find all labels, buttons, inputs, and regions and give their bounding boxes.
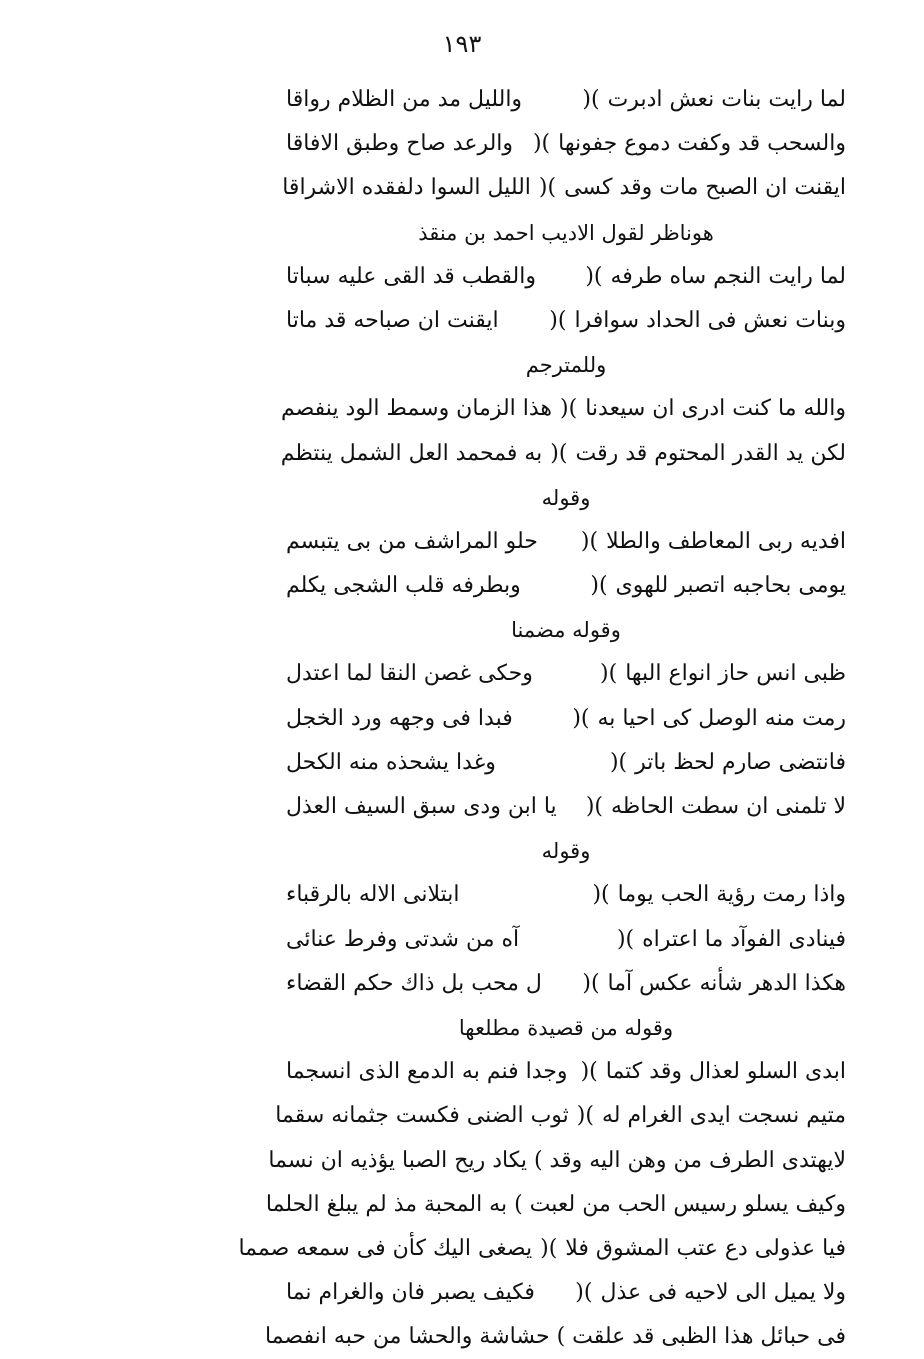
verse-first-hemistich: افديه ربى المعاطف والطلا: [606, 528, 846, 554]
hemistich-separator: )(: [600, 661, 618, 687]
hemistich-separator: )(: [580, 528, 599, 554]
verse-second-hemistich: يصغى اليك كأن فى سمعه صمما: [238, 1235, 533, 1261]
prose-line-text: وكيف يسلو رسيس الحب من لعبت ) به المحبة مذ لم يبلغ الحلما: [265, 1191, 846, 1217]
verse-second-hemistich: وحكى غصن النقا لما اعتدل: [286, 661, 533, 687]
prose-line-text: لايهتدى الطرف من وهن اليه وقد ) يكاد ريح الصبا يؤذيه ان نسما: [268, 1147, 846, 1173]
verse-first-hemistich: لكن يد القدر المحتوم قد رقت: [575, 440, 846, 466]
hemistich-separator: )(: [585, 794, 603, 819]
verse-line: [282, 166, 846, 210]
prose-line: [265, 1315, 846, 1359]
verse-line: [280, 432, 846, 476]
verse-second-hemistich: فكيف يصبر فان والغرام نما: [286, 1280, 535, 1306]
verse-line: [286, 255, 846, 299]
verse-second-hemistich: والرعد صاح وطبق الافاقا: [286, 131, 514, 157]
hemistich-separator: )(: [582, 970, 600, 996]
verse-second-hemistich: ايقنت ان صباحه قد ماتا: [286, 307, 499, 333]
hemistich-separator: )(: [582, 87, 600, 112]
verse-line: [286, 1271, 846, 1315]
verse-first-hemistich: والله ما كنت ادرى ان سيعدنا: [585, 396, 846, 422]
verse-first-hemistich: لا تلمنى ان سطت الحاظه: [611, 794, 846, 819]
verse-first-hemistich: ظبى انس حاز انواع البها: [625, 661, 846, 687]
hemistich-separator: )(: [549, 307, 567, 333]
text-body: [238, 78, 846, 1359]
verse-line: [286, 962, 846, 1006]
verse-first-hemistich: ابدى السلو لعذال وقد كتما: [605, 1059, 846, 1085]
section-heading: وللمترجم: [525, 353, 607, 378]
verse-line: [286, 122, 846, 166]
verse-first-hemistich: فينادى الفوآد ما اعتراه: [642, 926, 846, 952]
verse-first-hemistich: يومى بحاجبه اتصبر للهوى: [615, 573, 846, 599]
verse-first-hemistich: وبنات نعش فى الحداد سوافرا: [574, 307, 846, 333]
section-heading: وقوله: [541, 839, 591, 864]
verse-first-hemistich: رمت منه الوصل كى احيا به: [597, 705, 846, 731]
verse-line: [286, 741, 846, 785]
verse-line: [286, 564, 846, 608]
prose-line-text: فى حبائل هذا الظبى قد علقت ) حشاشة والحشا من حبه انفصما: [265, 1324, 846, 1350]
section-heading: وقوله: [541, 485, 591, 510]
verse-first-hemistich: فيا عذولى دع عتب المشوق فلا: [565, 1235, 846, 1261]
verse-line: [286, 918, 846, 962]
verse-second-hemistich: ثوب الضنى فكست جثمانه سقما: [275, 1103, 569, 1129]
hemistich-separator: )(: [580, 1059, 598, 1085]
hemistich-separator: )(: [572, 705, 590, 731]
hemistich-separator: )(: [576, 1103, 594, 1129]
verse-second-hemistich: وبطرفه قلب الشجى يكلم: [286, 573, 521, 599]
prose-line: [265, 1183, 846, 1227]
verse-line: [275, 1094, 846, 1138]
section-heading: وقوله مضمنا: [511, 618, 621, 643]
verse-second-hemistich: ل محب بل ذاك حكم القضاء: [286, 970, 542, 996]
verse-second-hemistich: آه من شدتى وفرط عنائى: [286, 926, 520, 952]
verse-second-hemistich: حلو المراشف من بى يتبسم: [286, 528, 538, 554]
hemistich-separator: )(: [538, 175, 557, 201]
prose-line: [268, 1139, 846, 1183]
section-heading: وقوله من قصيدة مطلعها: [458, 1015, 674, 1040]
section-heading: هوناظر لقول الاديب احمد بن منقذ: [418, 220, 714, 245]
verse-first-hemistich: والسحب قد وكفت دموع جفونها: [558, 131, 846, 157]
verse-first-hemistich: هكذا الدهر شأنه عكس آما: [607, 970, 846, 996]
verse-second-hemistich: وجدا فنم به الدمع الذى انسجما: [286, 1059, 568, 1085]
verse-line: [286, 78, 846, 122]
verse-second-hemistich: هذا الزمان وسمط الود ينفصم: [280, 396, 553, 422]
verse-line: [286, 299, 846, 343]
verse-line: [286, 520, 846, 564]
verse-second-hemistich: وغدا يشحذه منه الكحل: [286, 749, 496, 775]
verse-line: [238, 1227, 846, 1271]
hemistich-separator: )(: [592, 882, 610, 908]
verse-second-hemistich: والقطب قد القى عليه سباتا: [286, 263, 536, 289]
hemistich-separator: )(: [585, 263, 603, 289]
hemistich-separator: )(: [609, 749, 628, 775]
hemistich-separator: )(: [532, 131, 551, 157]
verse-second-hemistich: الليل السوا دلفقده الاشراقا: [282, 175, 531, 201]
hemistich-separator: )(: [575, 1280, 593, 1306]
verse-first-hemistich: واذا رمت رؤية الحب يوما: [617, 882, 846, 908]
verse-second-hemistich: والليل مد من الظلام رواقا: [286, 87, 523, 112]
verse-second-hemistich: به فمحمد العل الشمل ينتظم: [280, 440, 543, 466]
verse-line: [286, 1050, 846, 1094]
verse-line: [286, 873, 846, 917]
verse-line: [286, 652, 846, 696]
verse-line: [286, 697, 846, 741]
verse-first-hemistich: متيم نسجت ايدى الغرام له: [601, 1103, 846, 1129]
hemistich-separator: )(: [540, 1235, 558, 1261]
hemistich-separator: )(: [590, 573, 608, 599]
page-number: ١٩٣: [442, 30, 482, 58]
hemistich-separator: )(: [560, 396, 578, 422]
verse-first-hemistich: لما رايت بنات نعش ادبرت: [607, 87, 846, 112]
verse-first-hemistich: ايقنت ان الصبح مات وقد كسى: [564, 175, 846, 201]
verse-second-hemistich: ابتلانى الاله بالرقباء: [286, 882, 460, 908]
verse-line: [286, 785, 846, 829]
hemistich-separator: )(: [550, 440, 568, 466]
verse-second-hemistich: يا ابن ودى سبق السيف العذل: [286, 794, 557, 819]
verse-first-hemistich: فانتضى صارم لحظ باتر: [635, 749, 846, 775]
verse-second-hemistich: فبدا فى وجهه ورد الخجل: [286, 705, 513, 731]
verse-first-hemistich: ولا يميل الى لاحيه فى عذل: [600, 1280, 846, 1306]
verse-line: [280, 387, 846, 431]
hemistich-separator: )(: [616, 926, 635, 952]
verse-first-hemistich: لما رايت النجم ساه طرفه: [610, 263, 846, 289]
